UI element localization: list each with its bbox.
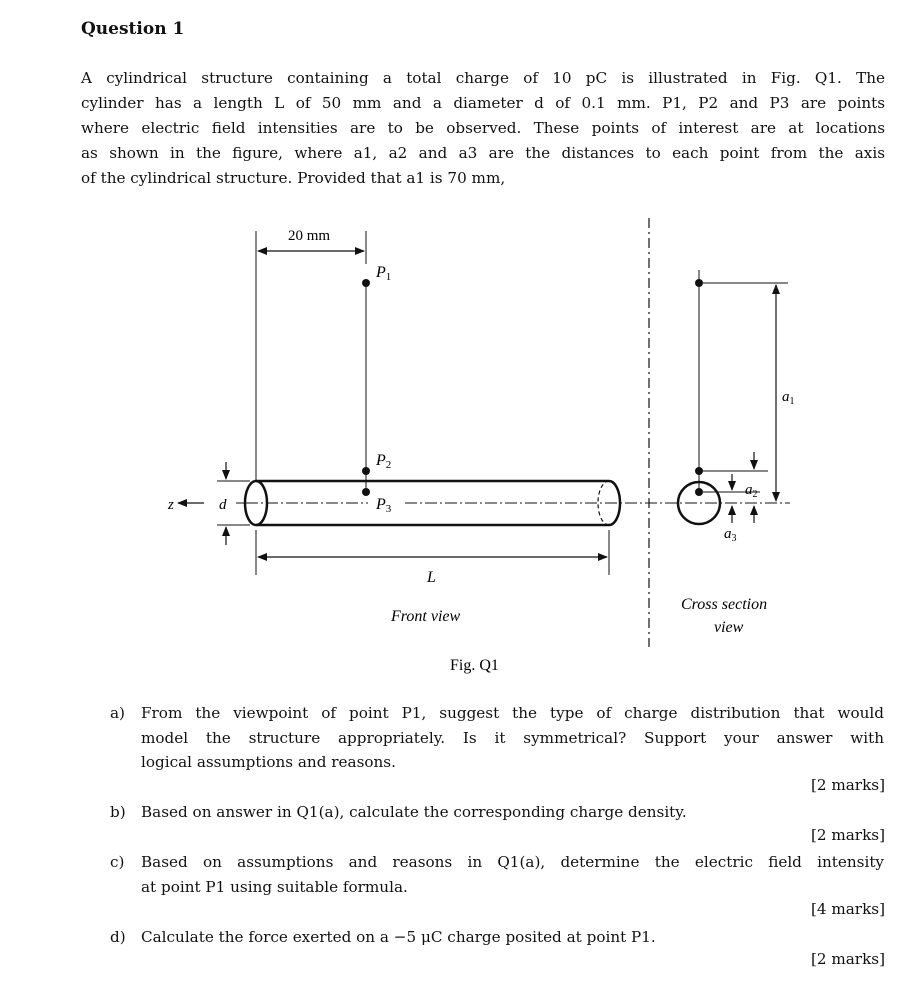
question-title: Question 1 [81, 19, 185, 39]
part-label: a) [110, 704, 125, 722]
part-marks: [2 marks] [810, 776, 885, 794]
part-text-line: model the structure appropriately. Is it symmetrical? Support your answer with [141, 728, 884, 747]
a1-label: $a_1$ [782, 389, 795, 407]
z-axis-label: z [168, 497, 174, 513]
L-label: L [427, 569, 436, 586]
p2-point [362, 467, 370, 475]
intro-line: cylinder has a length L of 50 mm and a diameter d of 0.1 mm. P1, P2 and P3 are points [81, 94, 885, 112]
part-b [110, 800, 885, 825]
d-label: d [219, 497, 227, 513]
front-view-label: Front view [391, 608, 461, 625]
part-a [110, 701, 885, 775]
part-text-line: Calculate the force exerted on a −5 μC charge posited at point P1. [141, 928, 656, 946]
part-text-line: From the viewpoint of point P1, suggest the type of charge distribution that would [141, 704, 884, 722]
intro-line: A cylindrical structure containing a total charge of 10 pC is illustrated in Fig. Q1. The [81, 69, 885, 87]
part-d [110, 925, 885, 950]
intro-line: of the cylindrical structure. Provided that a1 is 70 mm, [81, 169, 506, 187]
p2-label: P2 [376, 452, 392, 471]
intro-line: as shown in the figure, where a1, a2 and a3 are the distances to each point from the axis [81, 144, 885, 162]
part-text-line: Based on answer in Q1(a), calculate the corresponding charge density. [141, 803, 687, 821]
part-text-line: logical assumptions and reasons. [141, 753, 396, 771]
part-c [110, 850, 885, 900]
part-label: d) [110, 928, 126, 946]
cross-section-label-2: view [714, 619, 744, 636]
part-text-line: at point P1 using suitable formula. [141, 877, 408, 896]
part-label: c) [110, 853, 125, 871]
part-label: b) [110, 803, 126, 821]
cross-p2-point [695, 467, 703, 475]
p1-point [362, 279, 370, 287]
part-marks: [4 marks] [810, 900, 885, 918]
part-marks: [2 marks] [810, 950, 885, 968]
part-text-line: Based on assumptions and reasons in Q1(a), determine the electric field intensity [141, 853, 884, 871]
cross-section-label: Cross section [681, 596, 768, 613]
p3-point [362, 488, 370, 496]
figure-caption: Fig. Q1 [450, 657, 499, 674]
cross-p3-point [695, 488, 703, 496]
p1-label: P1 [376, 264, 392, 283]
cross-p1-point [695, 279, 703, 287]
p3-label: P3 [376, 496, 392, 515]
a2-label: $a_2$ [745, 482, 758, 500]
intro-line: where electric field intensities are to be observed. These points of interest are at locations [81, 119, 885, 137]
a3-label: $a_3$ [724, 526, 737, 544]
dimension-20mm-label: 20 mm [288, 228, 331, 244]
part-marks: [2 marks] [810, 826, 885, 844]
